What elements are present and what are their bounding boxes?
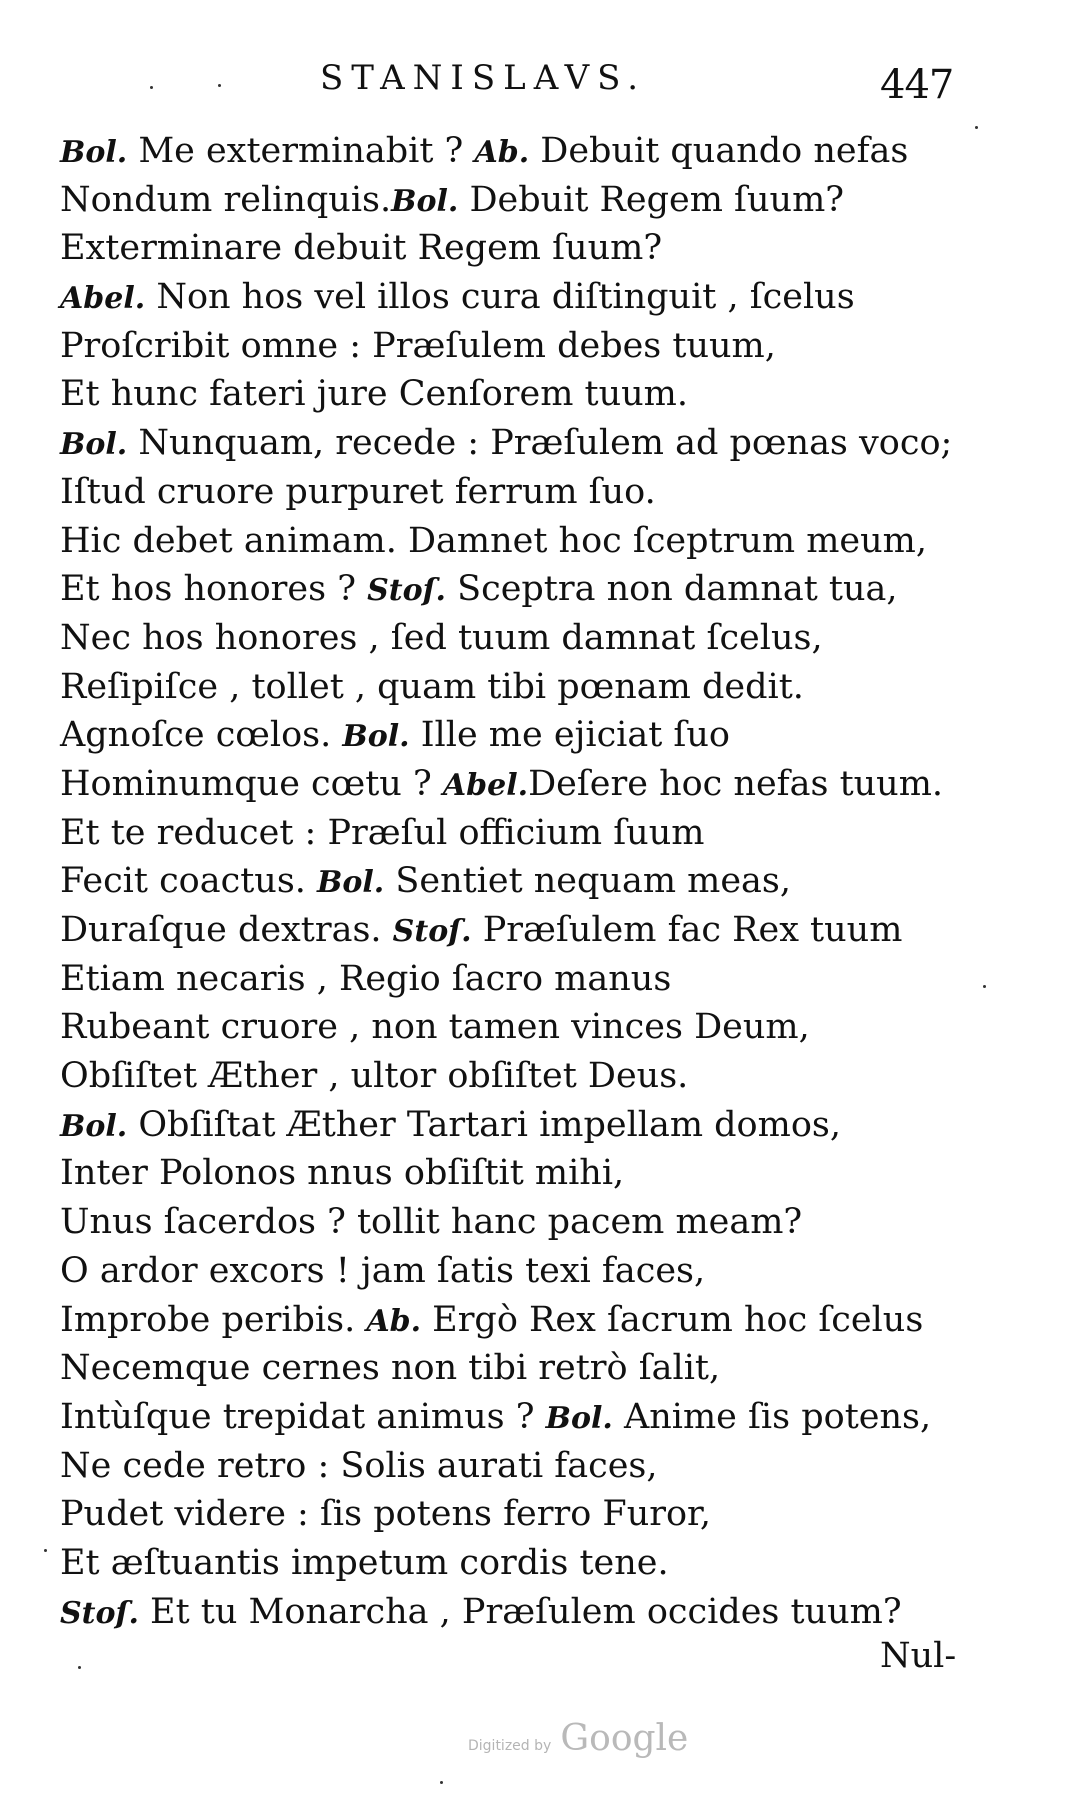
verse-text: Et hos honores ? [60,569,368,610]
verse-line [60,1296,990,1345]
verse-text: Præſulem fac Rex tuum [471,910,903,950]
verse-text: Etiam necaris , Regio ſacro manus [60,958,672,999]
verse-text: Unus ſacerdos ? tollit hanc pacem meam? [60,1202,803,1243]
verse-text: Inter Polonos nnus obſiſtit mihi, [60,1153,625,1194]
speaker-name: Bol. [391,183,459,219]
ink-speck [44,1549,47,1552]
verse-line [60,1344,990,1393]
digitized-by-google-watermark [468,1718,688,1759]
verse-line [60,1588,990,1637]
verse-line [60,224,990,273]
verse-line [60,1393,990,1442]
verse-text: Reſipiſce , tollet , quam tibi pœnam dedit. [60,666,804,707]
ink-speck [78,1666,81,1669]
ink-speck [983,985,986,988]
verse-text: Debuit Regem ſuum? [458,179,845,220]
verse-line [60,565,990,614]
catchword: Nul- [880,1636,957,1676]
speaker-name: Bol. [60,427,128,463]
google-logo: Google [560,1718,689,1759]
verse-text: Pudet videre : ſis potens ferro Furor, [60,1494,712,1535]
verse-text: Deſere hoc nefas tuum. [528,763,944,804]
verse-text: Et te reducet : Præſul officium ſuum [60,812,705,853]
speaker-name: Bol. [317,865,385,901]
verse-text: Fecit coactus. [60,861,318,902]
verse-line [60,176,990,225]
verse-text: Intùſque trepidat animus ? [60,1396,546,1437]
ink-speck [975,126,978,129]
page-number: 447 [880,62,954,108]
verse-line [60,517,990,566]
verse-line [60,1198,990,1247]
verse-line [60,370,990,419]
ink-speck [150,86,153,89]
verse-text: Nec hos honores , ſed tuum damnat ſcelus, [60,617,823,658]
ink-speck [218,84,221,87]
verse-text: Proſcribit omne : Præſulem debes tuum, [60,325,776,366]
ink-speck [440,1781,443,1784]
speaker-name: Bol. [545,1400,613,1436]
verse-line [60,419,990,468]
verse-line [60,1003,990,1052]
verse-line [60,1539,990,1588]
verse-text: Improbe peribis. [60,1299,367,1340]
verse-text: Et hunc fateri jure Cenſorem tuum. [60,374,688,415]
verse-text: Rubeant cruore , non tamen vinces Deum, [60,1007,810,1048]
verse-line [60,809,990,858]
verse-line [60,468,990,517]
verse-text: Ne cede retro : Solis aurati faces, [60,1445,658,1486]
speaker-name: Ab. [474,135,530,170]
digitized-by-label: Digitized by [468,1738,552,1754]
verse-text: Duraſque dextras. [60,910,393,950]
verse-line [60,614,990,663]
verse-text: Anime ſis potens, [612,1396,932,1437]
verse-line [60,273,990,322]
verse-text: Ille me ejiciat ſuo [409,715,730,756]
verse-line [60,1247,990,1296]
verse-line [60,127,990,176]
verse-line [60,663,990,712]
verse-line [60,955,990,1004]
verse-text: Non hos vel illos cura diſtinguit , ſcelus [145,277,855,318]
verse-line [60,1490,990,1539]
speaker-name: Ab. [366,1303,422,1339]
verse-line [60,857,990,906]
verse-text: Et æſtuantis impetum cordis tene. [60,1542,669,1583]
verse-text: Obſiſtat Æther Tartari impellam domos, [127,1104,841,1145]
verse-text: Me exterminabit ? [127,131,475,171]
verse-line [60,1101,990,1150]
speaker-name: Stoſ. [60,1595,139,1631]
verse-line [60,322,990,371]
verse-line [60,906,990,955]
verse-text: Exterminare debuit Regem ſuum? [60,228,663,269]
verse-text: Nunquam, recede : Præſulem ad pœnas voco; [127,423,953,464]
verse-text: Obſiſtet Æther , ultor obſiſtet Deus. [60,1056,689,1097]
speaker-name: Stoſ. [392,914,472,949]
page-header [0,58,1073,118]
verse-text: Nondum relinquis. [60,179,392,220]
speaker-name: Abel. [442,767,529,803]
speaker-name: Bol. [60,135,128,170]
verse-text: Iſtud cruore purpuret ferrum ſuo. [60,471,656,512]
verse-text: Sentiet nequam meas, [384,861,792,902]
speaker-name: Abel. [60,281,146,317]
running-head: STANISLAVS. [320,58,647,98]
verse-text: Necemque cernes non tibi retrò ſalit, [60,1348,721,1389]
verse-text: Et tu Monarcha , Præſulem occides tuum? [138,1591,902,1632]
verse-line [60,1052,990,1101]
speaker-name: Bol. [60,1108,128,1144]
verse-lines [60,127,990,1636]
verse-text: Ergò Rex ſacrum hoc ſcelus [421,1299,924,1340]
verse-line [60,1149,990,1198]
verse-line [60,711,990,760]
verse-text: Hominumque cœtu ? [60,763,443,804]
verse-text: Sceptra non damnat tua, [445,569,898,610]
speaker-name: Bol. [342,719,410,755]
speaker-name: Stoſ. [367,573,446,609]
verse-text: O ardor excors ! jam ſatis texi faces, [60,1250,706,1291]
verse-text: Hic debet animam. Damnet hoc ſceptrum meum, [60,520,927,561]
verse-text: Agnoſce cœlos. [60,715,343,756]
verse-line [60,760,990,809]
verse-text: Debuit quando nefas [529,131,909,171]
verse-line [60,1442,990,1491]
